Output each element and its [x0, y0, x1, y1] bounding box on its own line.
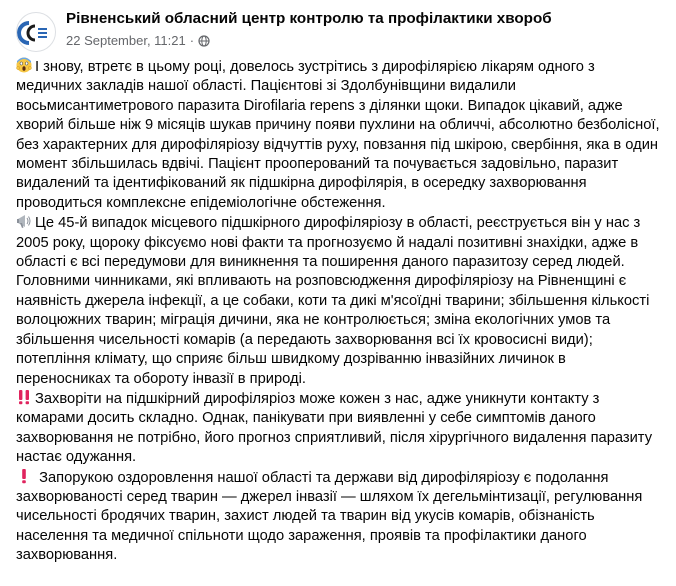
paragraph-2	[16, 213, 664, 389]
double-exclamation-icon	[16, 389, 34, 405]
post-header	[16, 10, 656, 54]
scream-face-icon	[16, 57, 34, 73]
paragraph-3-text: Захворіти на підшкірний дирофіляріоз може кожен з нас, адже уникнути контакту з комарами досить складно. Однак, панікувати при виявленні у себе симптомів даного захворювання не потрібно, його прогноз сприятливий, після хірургічного видалення паразиту настає одужання.	[16, 390, 653, 466]
paragraph-4	[16, 468, 664, 566]
post-meta	[66, 33, 210, 48]
meta-separator: ·	[189, 33, 195, 48]
paragraph-1-text: І знову, втретє в цьому році, довелось зустрітись з дирофілярією лікарям одного з медичних закладів нашої області. Пацієнтові зі Здолбунівщини видалили восьмисантиметрового паразита Dirofilaria repens з ділянки щоки. Випадок цікавий, адже хворий більше ніж 9 місяців шукав причину появи пухлини на обличчі, абсолютно безболісної, без характерних для дирофіляріозу відчуттів руху, повзання під шкірою, свербіння, яка в один момент збільшилась вдвічі. Пацієнт прооперований та почувається задовільно, паразит видалений та ідентифікований як підшкірна дирофілярія, в осередку захворювання проводиться комплексне епідеміологічне обстеження.	[16, 59, 660, 211]
paragraph-1	[16, 57, 664, 213]
page-name[interactable]: Рівненський обласний центр контролю та профілактики хвороб	[66, 10, 552, 27]
megaphone-icon	[16, 213, 34, 229]
avatar[interactable]	[16, 12, 56, 52]
paragraph-4-text: Запорукою оздоровлення нашої області та держави від дирофіляріозу є подолання захворюваності серед тварин — джерел інвазії — шляхом їх дегельмінтизації, регулювання чисельності бродячих тварин, захист людей та тварин від укусів комарів, обізнаність населення та медичної спільноти щодо зараження, проявів та профілактики даного захворювання.	[16, 469, 643, 564]
post-body	[16, 57, 664, 566]
globe-icon	[198, 35, 210, 47]
paragraph-3	[16, 389, 664, 468]
exclamation-icon	[16, 468, 34, 484]
post-timestamp[interactable]: 22 September, 11:21	[66, 33, 186, 48]
paragraph-2-text: Це 45-й випадок місцевого підшкірного дирофіляріозу в області, реєструється він у нас з 2005 року, щороку фіксуємо нові факти та прогнозуємо й надалі позитивні знахідки, адже в області є всі передумови для виникнення та поширення даного паразитозу серед людей. Головними чинниками, які впливають на розповсюдження дирофіляріозу на Рівненщині є наявність джерела інфекції, а це собаки, коти та дикі м'ясоїдні тварини; збільшення кількості волоцюжних тварин; міграція дичини, яка не контролюється; зміна екологічних умов та збільшення чисельності комарів (а передають захворювання всі їх кровосисні види); потепління клімату, що сприяє більш швидкому дозріванню інвазійних личинок в переносниках та обороту інвазії в природі.	[16, 215, 650, 387]
